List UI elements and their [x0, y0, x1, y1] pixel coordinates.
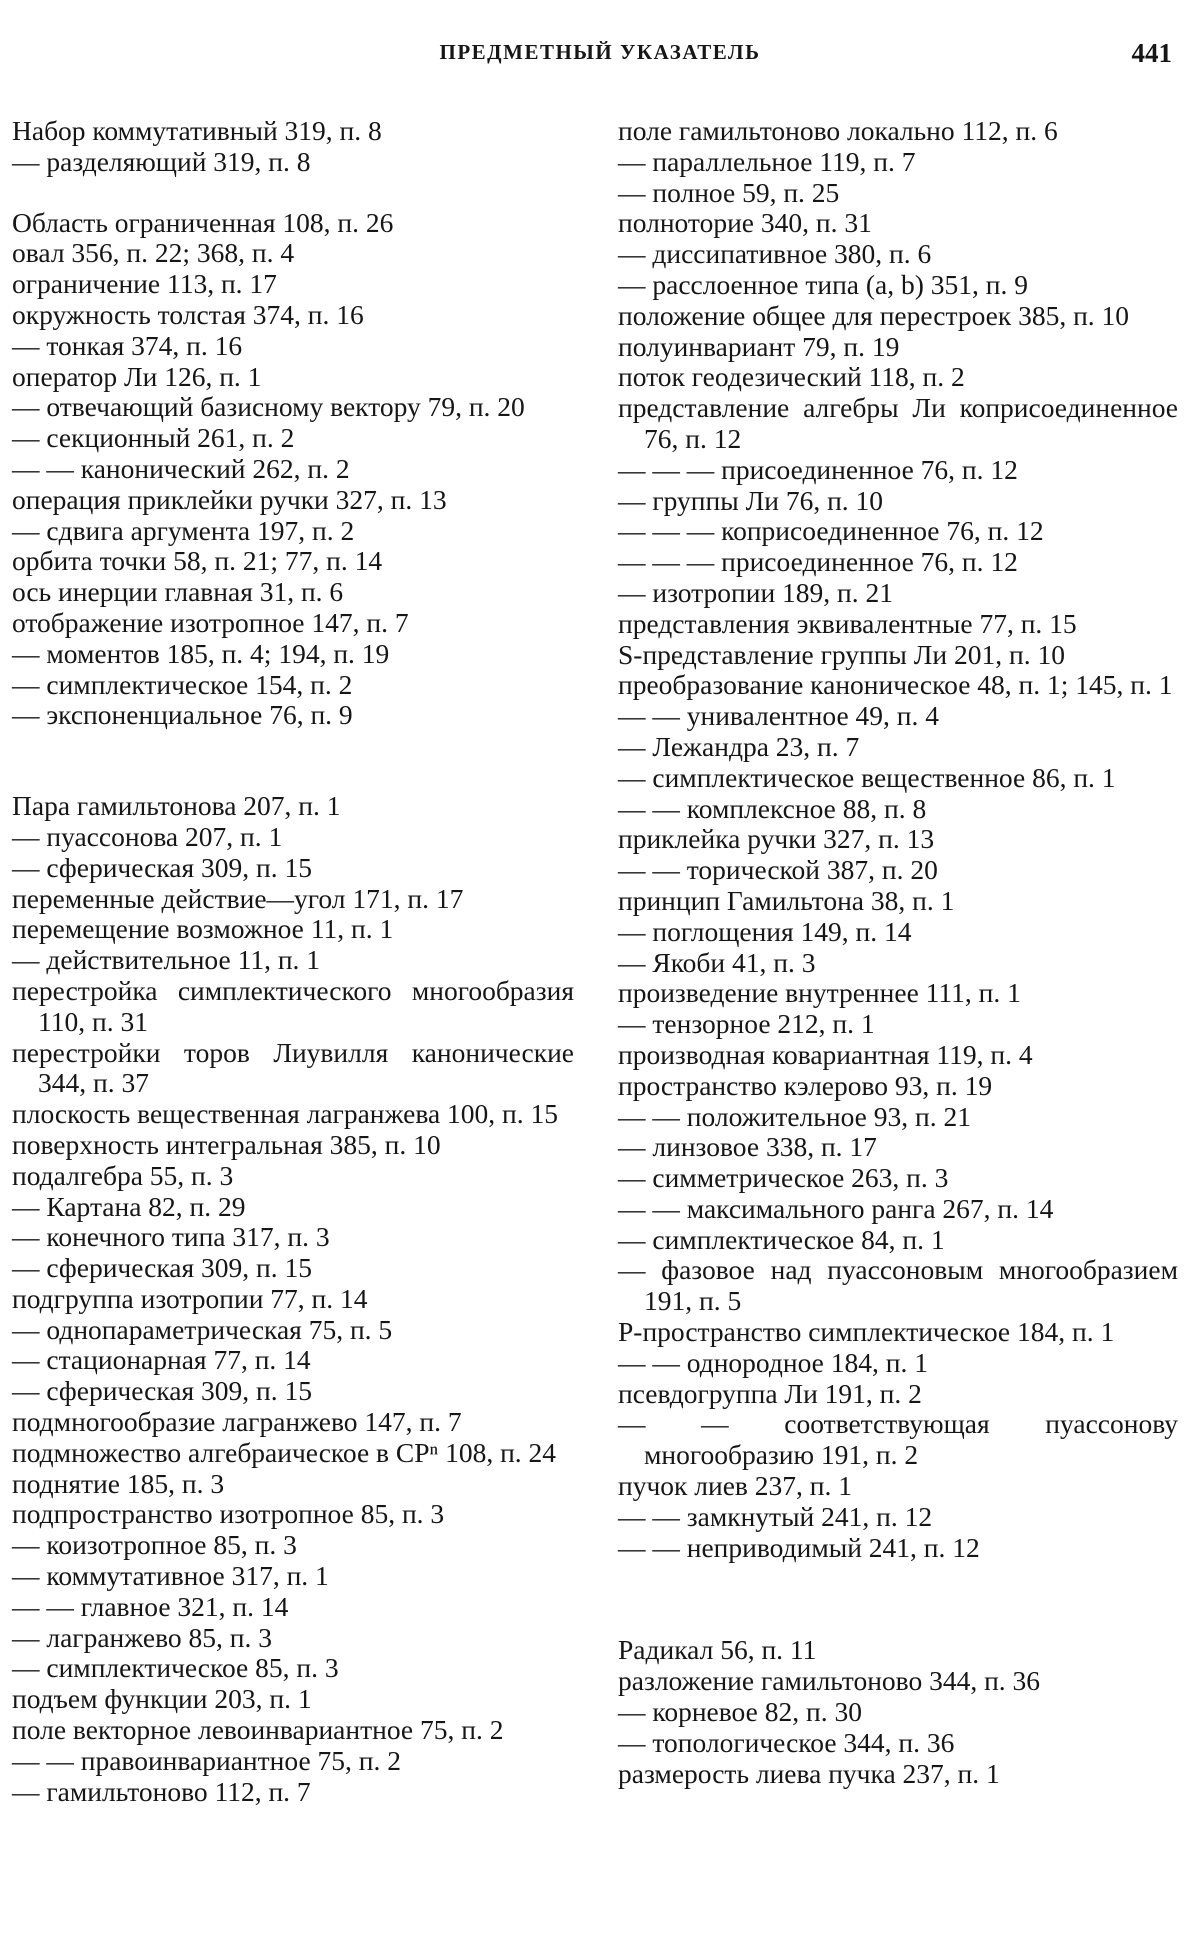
- index-entry: — однопараметрическая 75, п. 5: [12, 1313, 393, 1345]
- index-entry: — — максимального ранга 267, п. 14: [618, 1192, 1054, 1224]
- index-entry: — сдвига аргумента 197, п. 2: [12, 514, 355, 546]
- index-entry: — — торической 387, п. 20: [618, 854, 938, 886]
- index-entry: — отвечающий базисному вектору 79, п. 20: [12, 391, 525, 423]
- index-entry: операция приклейки ручки 327, п. 13: [12, 483, 447, 515]
- index-entry: — Якоби 41, п. 3: [618, 946, 816, 978]
- index-entry: — — соответствующая пуассонову многообразию 191, п. 2: [618, 1408, 1178, 1471]
- index-entry: подмножество алгебраическое в CPⁿ 108, п. 24: [12, 1436, 557, 1468]
- index-entry: представления эквивалентные 77, п. 15: [618, 607, 1077, 639]
- index-entry: — тонкая 374, п. 16: [12, 329, 243, 361]
- index-entry: — — — присоединенное 76, п. 12: [618, 546, 1018, 578]
- index-entry: — расслоенное типа (a, b) 351, п. 9: [618, 268, 1029, 300]
- index-entry: — диссипативное 380, п. 6: [618, 238, 932, 270]
- index-entry: пучок лиев 237, п. 1: [618, 1470, 853, 1502]
- index-entry: преобразование каноническое 48, п. 1; 145, п. 1: [618, 669, 1173, 701]
- page-number: 441: [1131, 38, 1172, 68]
- index-entry: — изотропии 189, п. 21: [618, 576, 894, 608]
- index-entry: принцип Гамильтона 38, п. 1: [618, 884, 955, 916]
- index-entry: произведение внутреннее 111, п. 1: [618, 977, 1021, 1009]
- index-entry: P-пространство симплектическое 184, п. 1: [618, 1316, 1115, 1348]
- index-entry: — — неприводимый 241, п. 12: [618, 1531, 980, 1563]
- index-entry: подгруппа изотропии 77, п. 14: [12, 1282, 368, 1314]
- index-entry: — Картана 82, п. 29: [12, 1190, 246, 1222]
- index-entry: поле гамильтоново локально 112, п. 6: [618, 115, 1058, 146]
- index-entry: — — однородное 184, п. 1: [618, 1346, 928, 1378]
- index-entry: ось инерции главная 31, п. 6: [12, 576, 344, 608]
- index-entry: — Лежандра 23, п. 7: [618, 730, 860, 762]
- index-entry: подъем функции 203, п. 1: [12, 1683, 312, 1715]
- index-entry: плоскость вещественная лагранжева 100, п. 15: [12, 1098, 559, 1130]
- index-entry: приклейка ручки 327, п. 13: [618, 823, 935, 855]
- index-entry: — лагранжево 85, п. 3: [12, 1621, 272, 1653]
- index-entry: — сферическая 309, п. 15: [12, 1252, 312, 1284]
- index-entry: — полное 59, п. 25: [618, 176, 840, 208]
- index-entry: Область ограниченная 108, п. 26: [12, 206, 394, 238]
- index-entry: — — комплексное 88, п. 8: [618, 792, 927, 824]
- index-entry: отображение изотропное 147, п. 7: [12, 606, 409, 638]
- index-entry: — коизотропное 85, п. 3: [12, 1529, 297, 1561]
- index-entry: — — замкнутый 241, п. 12: [618, 1500, 933, 1532]
- index-entry: окружность толстая 374, п. 16: [12, 298, 364, 330]
- index-entry: — симметрическое 263, п. 3: [618, 1162, 949, 1194]
- index-entry: — фазовое над пуассоновым многообразием 191, п. 5: [618, 1254, 1178, 1317]
- index-entry: перестройка симплектического многообразия 110, п. 31: [12, 974, 574, 1037]
- index-entry: разложение гамильтоново 344, п. 36: [618, 1665, 1041, 1697]
- index-entry: псевдогруппа Ли 191, п. 2: [618, 1377, 922, 1409]
- index-entry: подпространство изотропное 85, п. 3: [12, 1498, 445, 1530]
- index-entry: S-представление группы Ли 201, п. 10: [618, 638, 1065, 670]
- index-entry: — симплектическое вещественное 86, п. 1: [618, 761, 1116, 793]
- index-entry: Радикал 56, п. 11: [618, 1634, 817, 1666]
- index-entry: пространство кэлерово 93, п. 19: [618, 1069, 993, 1101]
- index-entry: — симплектическое 84, п. 1: [618, 1223, 945, 1255]
- index-column-right: [618, 116, 1178, 1789]
- index-entry: поверхность интегральная 385, п. 10: [12, 1128, 441, 1160]
- index-entry: поток геодезический 118, п. 2: [618, 361, 965, 393]
- index-entry: ограничение 113, п. 17: [12, 268, 277, 300]
- index-entry: — пуассонова 207, п. 1: [12, 820, 283, 852]
- index-entry: — стационарная 77, п. 14: [12, 1344, 311, 1376]
- index-entry: — топологическое 344, п. 36: [618, 1726, 955, 1758]
- index-entry: — параллельное 119, п. 7: [618, 145, 916, 177]
- index-entry: размерость лиева пучка 237, п. 1: [618, 1757, 1000, 1789]
- index-entry: — коммутативное 317, п. 1: [12, 1560, 329, 1592]
- index-entry: — поглощения 149, п. 14: [618, 915, 912, 947]
- index-entry: — конечного типа 317, п. 3: [12, 1221, 330, 1253]
- index-entry: — — правоинвариантное 75, п. 2: [12, 1744, 401, 1776]
- index-entry: поднятие 185, п. 3: [12, 1467, 225, 1499]
- index-entry: производная ковариантная 119, п. 4: [618, 1038, 1033, 1070]
- index-entry: поле векторное левоинвариантное 75, п. 2: [12, 1714, 504, 1746]
- index-entry: орбита точки 58, п. 21; 77, п. 14: [12, 545, 383, 577]
- index-entry: подмногообразие лагранжево 147, п. 7: [12, 1406, 462, 1438]
- index-entry: овал 356, п. 22; 368, п. 4: [12, 237, 295, 269]
- index-entry: полуинвариант 79, п. 19: [618, 330, 900, 362]
- index-entry: Набор коммутативный 319, п. 8: [12, 115, 382, 146]
- index-entry: перемещение возможное 11, п. 1: [12, 913, 394, 945]
- page-header: [0, 38, 1200, 78]
- index-entry: Пара гамильтонова 207, п. 1: [12, 790, 341, 822]
- index-entry: представление алгебры Ли коприсоединенное 76, п. 12: [618, 392, 1178, 454]
- index-entry: — — унивалентное 49, п. 4: [618, 700, 940, 732]
- index-entry: — гамильтоново 112, п. 7: [12, 1775, 311, 1807]
- index-entry: — секционный 261, п. 2: [12, 422, 295, 454]
- index-entry: перестройки торов Лиувилля канонические 344, п. 37: [12, 1036, 574, 1099]
- index-entry: — группы Ли 76, п. 10: [618, 484, 884, 516]
- index-entry: — симплектическое 154, п. 2: [12, 668, 353, 700]
- index-entry: — сферическая 309, п. 15: [12, 851, 312, 883]
- index-entry: — экспоненциальное 76, п. 9: [12, 699, 353, 731]
- index-entry: — сферическая 309, п. 15: [12, 1375, 312, 1407]
- index-entry: — — главное 321, п. 14: [12, 1590, 289, 1622]
- index-entry: подалгебра 55, п. 3: [12, 1159, 234, 1191]
- index-entry: переменные действие—угол 171, п. 17: [12, 882, 464, 914]
- index-entry: — корневое 82, п. 30: [618, 1696, 862, 1728]
- index-entry: — — канонический 262, п. 2: [12, 452, 350, 484]
- index-entry: — линзовое 338, п. 17: [618, 1131, 877, 1163]
- index-entry: полноторие 340, п. 31: [618, 207, 872, 239]
- index-column-left: [12, 116, 574, 1807]
- index-entry: — разделяющий 319, п. 8: [12, 145, 311, 177]
- index-entry: оператор Ли 126, п. 1: [12, 360, 262, 392]
- index-entry: — моментов 185, п. 4; 194, п. 19: [12, 637, 390, 669]
- index-entry: положение общее для перестроек 385, п. 10: [618, 299, 1130, 331]
- index-entry: — тензорное 212, п. 1: [618, 1008, 875, 1040]
- index-entry: — — положительное 93, п. 21: [618, 1100, 971, 1132]
- index-entry: — симплектическое 85, п. 3: [12, 1652, 339, 1684]
- index-entry: — действительное 11, п. 1: [12, 944, 321, 976]
- running-title: ПРЕДМЕТНЫЙ УКАЗАТЕЛЬ: [439, 40, 761, 64]
- index-entry: — — — присоединенное 76, п. 12: [618, 453, 1018, 485]
- index-entry: — — — коприсоединенное 76, п. 12: [618, 515, 1044, 547]
